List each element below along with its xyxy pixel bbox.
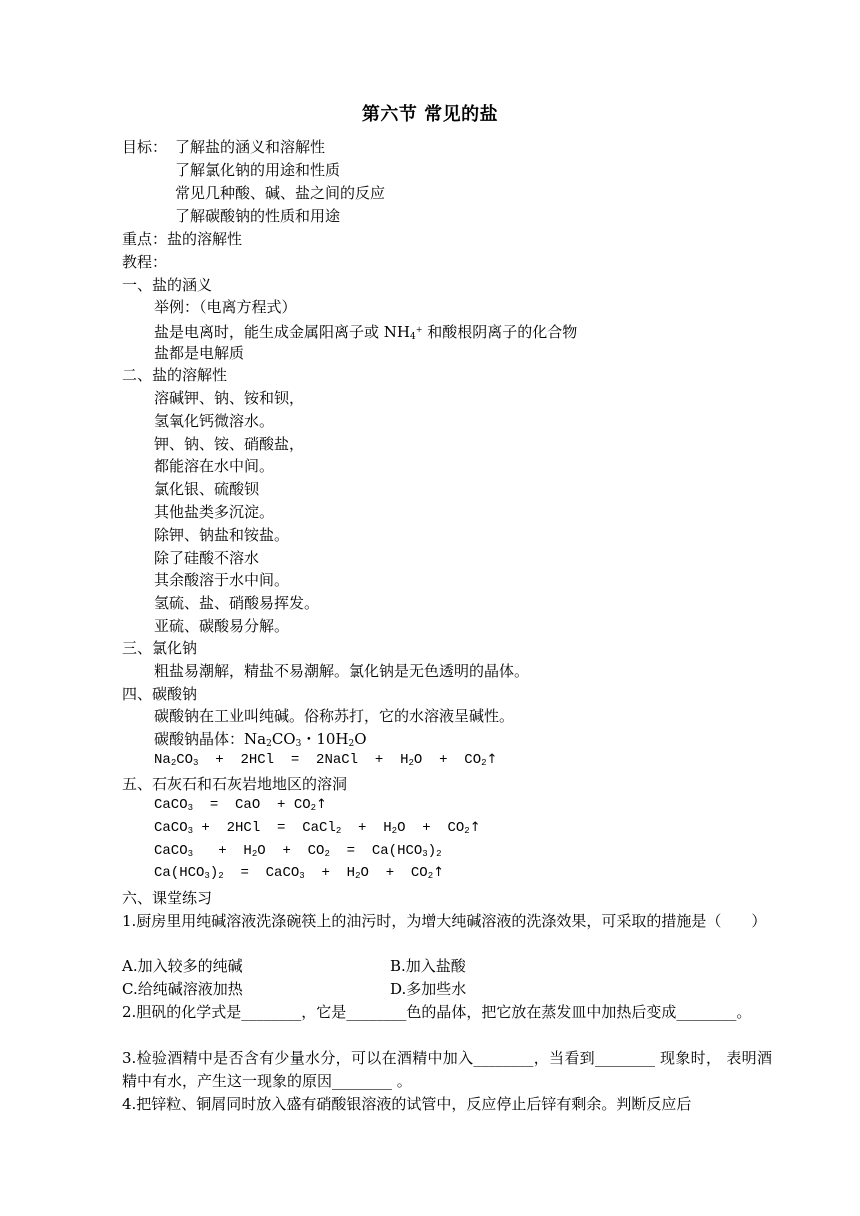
electrolyte-line: 盐都是电解质 — [154, 344, 245, 362]
option-b: B.加入盐酸 — [390, 957, 466, 975]
equation-caco3-hcl: CaCO$_3$ + 2HCl = CaCl$_2$ + $H_2O$ + $CO_2↑$ — [154, 820, 481, 836]
equation-cave-formation: CaCO$_3$ + $H_2O + CO_2 = Ca(HCO_3)_2$ — [154, 843, 442, 859]
rhyme-line: 亚硫、碳酸易分解。 — [154, 617, 290, 635]
rhyme-line: 氯化银、硫酸钡 — [154, 480, 260, 498]
rhyme-line: 氢硫、盐、硝酸易挥发。 — [154, 594, 320, 612]
example-line: 举例：（电离方程式） — [154, 298, 297, 316]
rhyme-line: 除钾、钠盐和铵盐。 — [154, 526, 290, 544]
nacl-text: 粗盐易潮解，精盐不易潮解。氯化钠是无色透明的晶体。 — [154, 662, 530, 680]
teaching-label: 教程： — [122, 253, 168, 271]
section-heading: 三、氯化钠 — [122, 639, 198, 657]
option-a: A.加入较多的纯碱 — [122, 957, 243, 975]
goal-item: 常见几种酸、碱、盐之间的反应 — [175, 184, 386, 202]
question-3: 3.检验酒精中是否含有少量水分，可以在酒精中加入________，当看到________ 现象时， 表明酒精中有水，产生这一现象的原因________ 。 — [122, 1049, 772, 1090]
page-title: 第六节 常见的盐 — [361, 104, 499, 125]
equation-na2co3-hcl: $Na_2CO_3 + 2HCl$ = 2NaCl + $H_2O$ + $CO_2↑$ — [154, 752, 498, 768]
option-d: D.多加些水 — [390, 980, 467, 998]
goal-item: 了解碳酸钠的性质和用途 — [175, 207, 341, 225]
option-c: C.给纯碱溶液加热 — [122, 980, 243, 998]
equation-stalactite: $Ca(HCO_3)_2$ = CaCO$_3$ + $H_2O$ + $CO_2↑$ — [154, 865, 445, 881]
rhyme-line: 氢氧化钙微溶水。 — [154, 412, 275, 430]
question-4: 4.把锌粒、铜屑同时放入盛有硝酸银溶液的试管中，反应停止后锌有剩余。判断反应后 — [122, 1095, 692, 1113]
equation-decomposition: CaCO$_3$ = CaO + $CO_2↑$ — [154, 797, 327, 813]
goals-label: 目标： — [122, 138, 168, 156]
goal-item: 了解氯化钠的用途和性质 — [175, 161, 341, 179]
section-heading: 五、石灰石和石灰岩地地区的溶洞 — [122, 775, 348, 793]
rhyme-line: 溶碱钾、钠、铵和钡， — [154, 389, 305, 407]
rhyme-line: 除了硅酸不溶水 — [154, 549, 260, 567]
goal-item: 了解盐的涵义和溶解性 — [175, 138, 326, 156]
crystal-formula: 碳酸钠晶体：$Na_2CO_3$・$10H_2O$ — [154, 730, 367, 749]
focus-line: 重点：盐的溶解性 — [122, 230, 243, 248]
na2co3-text: 碳酸钠在工业叫纯碱。俗称苏打，它的水溶液呈碱性。 — [154, 707, 515, 725]
section-heading: 六、课堂练习 — [122, 889, 213, 907]
section-heading: 一、盐的涵义 — [122, 276, 213, 294]
question-2: 2.胆矾的化学式是________，它是________色的晶体，把它放在蒸发皿中加热后变成________。 — [122, 1003, 752, 1021]
section-heading: 四、碳酸钠 — [122, 685, 198, 703]
section-heading: 二、盐的溶解性 — [122, 366, 228, 384]
rhyme-line: 都能溶在水中间。 — [154, 457, 275, 475]
rhyme-line: 其余酸溶于水中间。 — [154, 571, 290, 589]
salt-definition: 盐是电离时，能生成金属阳离子或 $NH_4^+$ 和酸根阴离子的化合物 — [154, 323, 578, 342]
rhyme-line: 其他盐类多沉淀。 — [154, 503, 275, 521]
question-1: 1.厨房里用纯碱溶液洗涤碗筷上的油污时，为增大纯碱溶液的洗涤效果，可采取的措施是（ ） — [122, 912, 767, 930]
rhyme-line: 钾、钠、铵、硝酸盐， — [154, 435, 305, 453]
